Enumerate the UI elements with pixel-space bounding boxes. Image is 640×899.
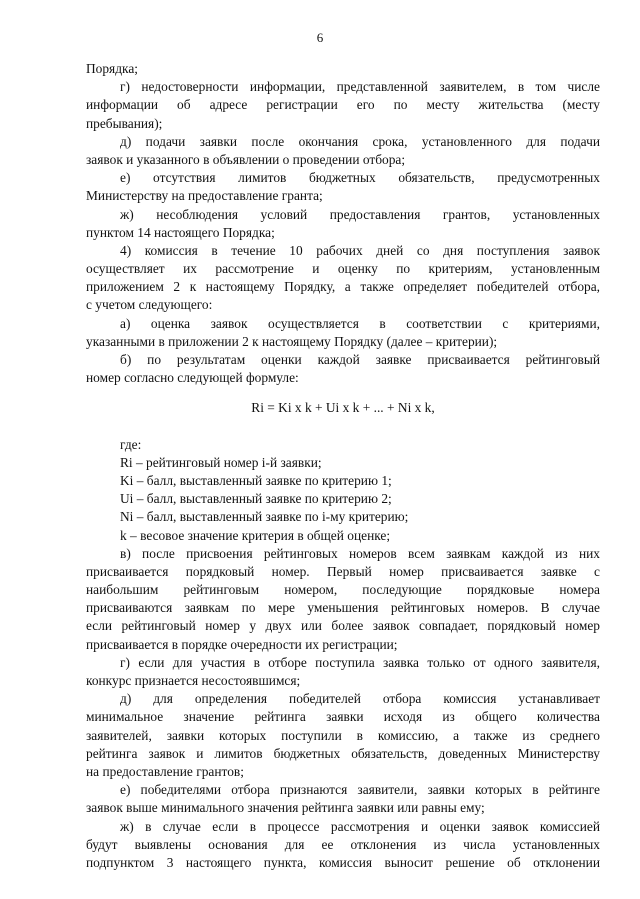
text-line: присваивается в порядке очередности их регистрации; [86,636,398,652]
document-body [86,60,600,872]
text-line: Порядка; [86,61,138,76]
text-line: пунктом 14 настоящего Порядка; [86,224,275,240]
text-line: наибольшим рейтинговым номером, последующие порядковые номера [86,582,600,598]
text-line: Ki – балл, выставленный заявке по критерию 1; [120,472,392,488]
text-line: 4) комиссия в течение 10 рабочих дней со дня поступления заявок [120,242,600,258]
text-line: будут выявлены основания для ее отклонения из числа установленных [86,836,600,852]
text-line: г) если для участия в отборе поступила заявка только от одного заявителя, [120,654,600,670]
text-line: е) победителями отбора признаются заявители, заявки которых в рейтинге [120,782,600,798]
text-line: пребывания); [86,115,163,131]
text-line: д) для определения победителей отбора комиссия устанавливает [120,691,600,707]
text-line: Министерству на предоставление гранта; [86,188,323,204]
text-line: заявок и указанного в объявлении о проведении отбора; [86,151,406,167]
text-line: в) после присвоения рейтинговых номеров всем заявкам каждой из них [120,545,600,561]
text-line: указанными в приложении 2 к настоящему Порядку (далее – критерии); [86,333,498,349]
text-line: конкурс признается несостоявшимся; [86,673,301,688]
text-line: если рейтинговый номер у двух или более заявок совпадает, порядковый номер [86,618,600,634]
text-line: минимальное значение рейтинга заявки исходя из общего количества [86,709,600,725]
text-line: номер согласно следующей формуле: [86,370,299,386]
text-line: рейтинга заявок и лимитов бюджетных обязательств, доведенных Министерству [86,745,600,761]
text-line: k – весовое значение критерия в общей оценке; [120,527,391,543]
text-line: Ri – рейтинговый номер i-й заявки; [120,454,322,470]
text-line: ж) несоблюдения условий предоставления грантов, установленных [120,206,600,222]
text-line: присваивается порядковый номер. Первый номер присваивается заявке с [86,563,600,579]
text-line: е) отсутствия лимитов бюджетных обязательств, предусмотренных [120,170,600,186]
text-line: осуществляет их рассмотрение и оценку по критериям, установленным [86,261,600,277]
page-number: 6 [316,30,324,45]
rating-formula: Ri = Ki x k + Ui x k + ... + Ni x k, [251,400,435,416]
text-line: б) по результатам оценки каждой заявке присваивается рейтинговый [120,352,600,367]
text-line: где: [120,436,142,452]
text-line: с учетом следующего: [86,297,213,313]
text-line: Ui – балл, выставленный заявке по критерию 2; [120,491,392,507]
text-line: д) подачи заявки после окончания срока, установленного для подачи [120,133,600,149]
text-line: присваиваются заявкам по мере уменьшения рейтинговых номеров. В случае [86,600,600,616]
text-line: г) недостоверности информации, представленной заявителем, в том числе [120,79,600,95]
text-line: подпунктом 3 настоящего пункта, комиссия выносит решение об отклонении [86,854,600,870]
text-line: а) оценка заявок осуществляется в соответствии с критериями, [120,315,600,331]
text-line: заявителей, заявки которых поступили в комиссию, а также из среднего [86,727,600,743]
text-line: приложением 2 к настоящему Порядку, а также определяет победителей отбора, [86,279,600,295]
text-line: заявок выше минимального значения рейтинга заявки или равны ему; [86,800,485,816]
text-line: на предоставление грантов; [86,763,244,779]
text-line: ж) в случае если в процессе рассмотрения и оценки заявок комиссией [120,818,600,834]
text-line: Ni – балл, выставленный заявке по i-му критерию; [120,509,409,525]
text-line: информации об адресе регистрации его по месту жительства (месту [86,97,600,113]
